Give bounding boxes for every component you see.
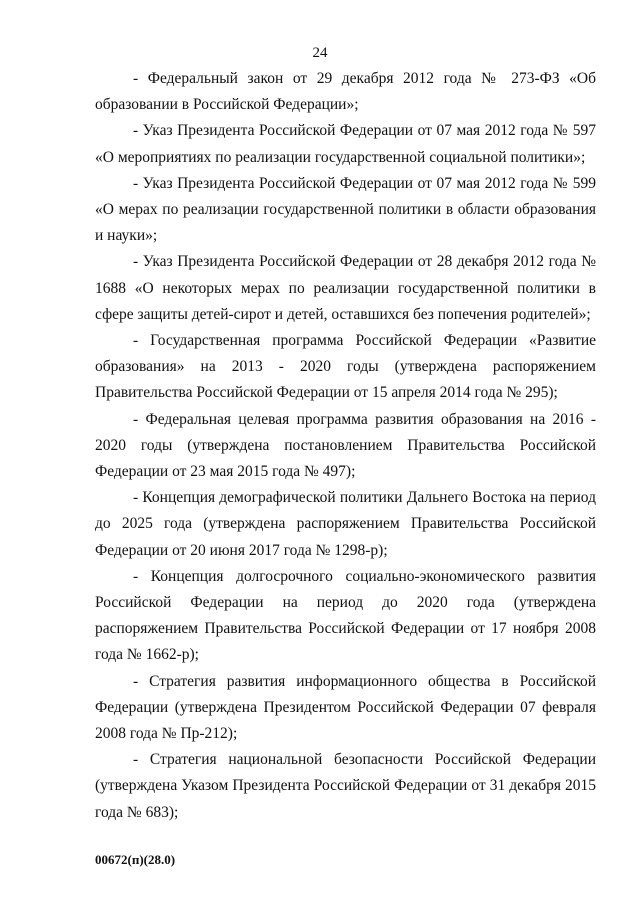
- list-item: - Государственная программа Российской Федерации «Развитие образования» на 2013 - 2020 годы (утверждена распоряжением Правительства Российской Федерации от 15 апреля 2014 года № 295);: [95, 332, 596, 402]
- list-item: - Указ Президента Российской Федерации от 07 мая 2012 года № 599 «О мерах по реализации государственной политики в области образования и науки»;: [95, 174, 596, 245]
- list-item: - Указ Президента Российской Федерации от 07 мая 2012 года № 597 «О мероприятиях по реализации государственной социальной политики»;: [95, 122, 596, 166]
- list-item: - Стратегия национальной безопасности Российской Федерации (утверждена Указом Президента Российской Федерации от 31 декабря 2015 года № 683);: [95, 751, 596, 821]
- document-footer-code: 00672(п)(28.0): [95, 852, 176, 867]
- list-item: - Концепция демографической политики Дальнего Востока на период до 2025 года (утверждена распоряжением Правительства Российской Федерации от 20 июня 2017 года № 1298-р);: [95, 489, 596, 559]
- list-item: - Федеральный закон от 29 декабря 2012 года № 273-ФЗ «Об образовании в Российской Федерации»;: [95, 70, 596, 114]
- list-item: - Указ Президента Российской Федерации от 28 декабря 2012 года № 1688 «О некоторых мерах по реализации государственной политики в сфере защиты детей-сирот и детей, оставшихся без попечения родителей»;: [95, 253, 596, 323]
- document-body: [95, 66, 596, 826]
- list-item: - Стратегия развития информационного общества в Российской Федерации (утверждена Президентом Российской Федерации 07 февраля 2008 года № Пр-212);: [95, 672, 596, 743]
- list-item: - Концепция долгосрочного социально-экономического развития Российской Федерации на период до 2020 года (утверждена распоряжением Правительства Российской Федерации от 17 ноября 2008 года № 1662-р);: [95, 567, 596, 664]
- page-number: 24: [312, 45, 328, 61]
- list-item: - Федеральная целевая программа развития образования на 2016 - 2020 годы (утверждена постановлением Правительства Российской Федерации от 23 мая 2015 года № 497);: [95, 410, 596, 481]
